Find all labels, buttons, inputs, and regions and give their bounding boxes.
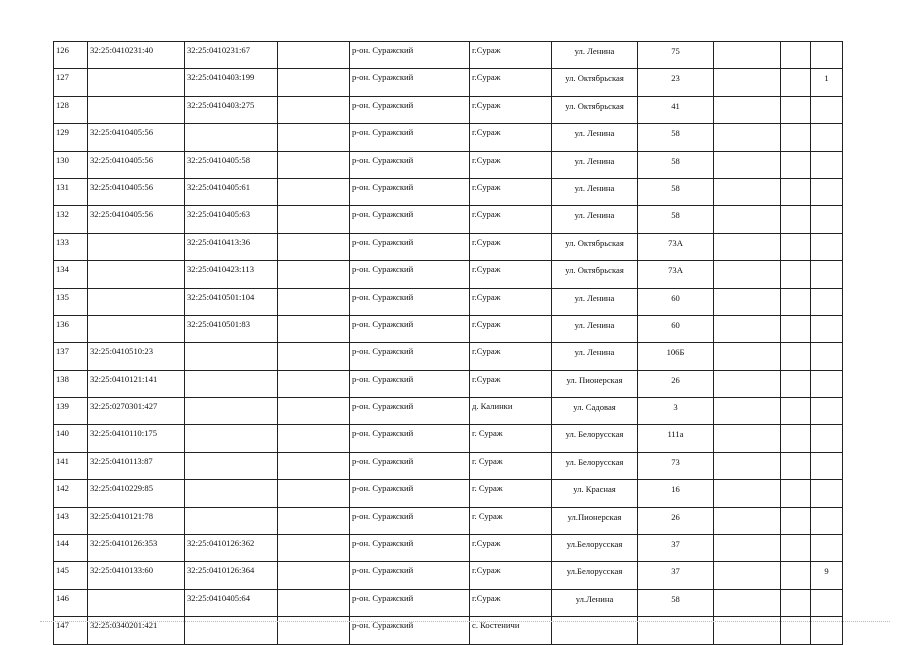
district-cell: р-он. Суражский: [350, 206, 470, 233]
locality-cell: г.Сураж: [470, 288, 552, 315]
street-cell: ул. Белорусская: [552, 452, 638, 479]
district-cell: р-он. Суражский: [350, 151, 470, 178]
street-cell: ул. Ленина: [552, 343, 638, 370]
row-number: 141: [54, 452, 88, 479]
empty-cell: [278, 562, 350, 589]
cadastral-number-land: 32:25:0410510:23: [88, 343, 185, 370]
empty-cell: [278, 480, 350, 507]
empty-cell: [781, 233, 811, 260]
empty-cell: [278, 42, 350, 69]
count-cell: [811, 315, 843, 342]
house-number-cell: 60: [638, 315, 714, 342]
row-number: 143: [54, 507, 88, 534]
registry-rows: [54, 42, 843, 645]
district-cell: р-он. Суражский: [350, 178, 470, 205]
cadastral-number-building: 32:25:0410405:61: [185, 178, 278, 205]
row-number: 136: [54, 315, 88, 342]
cadastral-number-building: 32:25:0410501:83: [185, 315, 278, 342]
cadastral-number-land: 32:25:0410229:85: [88, 480, 185, 507]
empty-cell: [714, 343, 781, 370]
table-row: [54, 425, 843, 452]
house-number-cell: 41: [638, 96, 714, 123]
empty-cell: [714, 151, 781, 178]
locality-cell: г.Сураж: [470, 69, 552, 96]
empty-cell: [278, 589, 350, 616]
empty-cell: [278, 315, 350, 342]
district-cell: р-он. Суражский: [350, 398, 470, 425]
cadastral-number-land: 32:25:0410405:56: [88, 124, 185, 151]
empty-cell: [714, 206, 781, 233]
count-cell: [811, 480, 843, 507]
house-number-cell: 60: [638, 288, 714, 315]
empty-cell: [781, 206, 811, 233]
row-number: 140: [54, 425, 88, 452]
locality-cell: г.Сураж: [470, 96, 552, 123]
row-number: 135: [54, 288, 88, 315]
cadastral-number-land: 32:25:0410133:60: [88, 562, 185, 589]
street-cell: ул. Ленина: [552, 42, 638, 69]
empty-cell: [781, 124, 811, 151]
district-cell: р-он. Суражский: [350, 452, 470, 479]
cadastral-number-land: [88, 69, 185, 96]
row-number: 146: [54, 589, 88, 616]
empty-cell: [278, 425, 350, 452]
district-cell: р-он. Суражский: [350, 589, 470, 616]
empty-cell: [278, 233, 350, 260]
street-cell: ул. Красная: [552, 480, 638, 507]
locality-cell: г.Сураж: [470, 370, 552, 397]
cadastral-number-building: [185, 452, 278, 479]
district-cell: р-он. Суражский: [350, 535, 470, 562]
empty-cell: [714, 480, 781, 507]
row-number: 127: [54, 69, 88, 96]
count-cell: [811, 96, 843, 123]
row-number: 144: [54, 535, 88, 562]
locality-cell: г. Сураж: [470, 507, 552, 534]
empty-cell: [781, 370, 811, 397]
empty-cell: [714, 507, 781, 534]
house-number-cell: 58: [638, 151, 714, 178]
empty-cell: [278, 370, 350, 397]
house-number-cell: 58: [638, 178, 714, 205]
count-cell: [811, 124, 843, 151]
empty-cell: [714, 589, 781, 616]
locality-cell: г.Сураж: [470, 178, 552, 205]
table-row: [54, 398, 843, 425]
count-cell: [811, 42, 843, 69]
locality-cell: г.Сураж: [470, 42, 552, 69]
street-cell: ул. Садовая: [552, 398, 638, 425]
table-row: [54, 69, 843, 96]
street-cell: ул.Белорусская: [552, 535, 638, 562]
table-row: [54, 96, 843, 123]
cadastral-number-land: 32:25:0340201:421: [88, 617, 185, 644]
empty-cell: [714, 96, 781, 123]
table-row: [54, 261, 843, 288]
cadastral-number-building: 32:25:0410413:36: [185, 233, 278, 260]
document-sheet: [53, 41, 843, 645]
table-row: [54, 151, 843, 178]
row-number: 131: [54, 178, 88, 205]
locality-cell: г.Сураж: [470, 261, 552, 288]
locality-cell: г.Сураж: [470, 151, 552, 178]
district-cell: р-он. Суражский: [350, 562, 470, 589]
cadastral-number-building: [185, 124, 278, 151]
count-cell: [811, 343, 843, 370]
street-cell: ул. Октябрьская: [552, 233, 638, 260]
count-cell: 9: [811, 562, 843, 589]
empty-cell: [714, 233, 781, 260]
empty-cell: [781, 480, 811, 507]
locality-cell: г. Сураж: [470, 452, 552, 479]
empty-cell: [278, 507, 350, 534]
row-number: 134: [54, 261, 88, 288]
empty-cell: [781, 288, 811, 315]
street-cell: ул. Октябрьская: [552, 261, 638, 288]
house-number-cell: 16: [638, 480, 714, 507]
empty-cell: [714, 261, 781, 288]
table-row: [54, 535, 843, 562]
house-number-cell: 37: [638, 535, 714, 562]
house-number-cell: 26: [638, 507, 714, 534]
street-cell: ул. Ленина: [552, 124, 638, 151]
count-cell: [811, 261, 843, 288]
district-cell: р-он. Суражский: [350, 370, 470, 397]
empty-cell: [714, 562, 781, 589]
count-cell: [811, 206, 843, 233]
locality-cell: г.Сураж: [470, 535, 552, 562]
cadastral-number-building: 32:25:0410231:67: [185, 42, 278, 69]
row-number: 130: [54, 151, 88, 178]
street-cell: ул.Белорусская: [552, 562, 638, 589]
street-cell: ул.Ленина: [552, 589, 638, 616]
cadastral-number-land: 32:25:0410405:56: [88, 151, 185, 178]
row-number: 145: [54, 562, 88, 589]
row-number: 132: [54, 206, 88, 233]
empty-cell: [714, 452, 781, 479]
empty-cell: [781, 261, 811, 288]
district-cell: р-он. Суражский: [350, 507, 470, 534]
district-cell: р-он. Суражский: [350, 233, 470, 260]
cadastral-number-land: [88, 288, 185, 315]
table-row: [54, 370, 843, 397]
empty-cell: [714, 69, 781, 96]
empty-cell: [278, 69, 350, 96]
house-number-cell: 58: [638, 589, 714, 616]
street-cell: ул. Ленина: [552, 315, 638, 342]
cadastral-number-land: 32:25:0410110:175: [88, 425, 185, 452]
cadastral-number-land: 32:25:0410405:56: [88, 206, 185, 233]
empty-cell: [278, 535, 350, 562]
count-cell: [811, 507, 843, 534]
locality-cell: г. Сураж: [470, 425, 552, 452]
cadastral-number-land: 32:25:0410405:56: [88, 178, 185, 205]
cadastral-number-land: [88, 233, 185, 260]
cadastral-number-building: 32:25:0410403:275: [185, 96, 278, 123]
empty-cell: [781, 315, 811, 342]
district-cell: р-он. Суражский: [350, 124, 470, 151]
empty-cell: [781, 343, 811, 370]
count-cell: [811, 425, 843, 452]
empty-cell: [278, 452, 350, 479]
table-row: [54, 507, 843, 534]
street-cell: ул. Белорусская: [552, 425, 638, 452]
empty-cell: [278, 288, 350, 315]
table-row: [54, 178, 843, 205]
street-cell: ул.Пионерская: [552, 507, 638, 534]
district-cell: р-он. Суражский: [350, 425, 470, 452]
row-number: 126: [54, 42, 88, 69]
count-cell: [811, 370, 843, 397]
cadastral-number-building: [185, 343, 278, 370]
empty-cell: [781, 96, 811, 123]
empty-cell: [278, 151, 350, 178]
locality-cell: г.Сураж: [470, 343, 552, 370]
house-number-cell: 75: [638, 42, 714, 69]
locality-cell: г.Сураж: [470, 589, 552, 616]
cadastral-number-building: [185, 507, 278, 534]
page-edge-artifact: [40, 621, 890, 624]
street-cell: ул. Октябрьская: [552, 69, 638, 96]
cadastral-number-building: 32:25:0410403:199: [185, 69, 278, 96]
row-number: 128: [54, 96, 88, 123]
district-cell: р-он. Суражский: [350, 69, 470, 96]
cadastral-number-building: 32:25:0410423:113: [185, 261, 278, 288]
table-row: [54, 480, 843, 507]
row-number: 142: [54, 480, 88, 507]
table-row: [54, 315, 843, 342]
house-number-cell: 73: [638, 452, 714, 479]
cadastral-number-land: 32:25:0270301:427: [88, 398, 185, 425]
cadastral-number-land: 32:25:0410121:141: [88, 370, 185, 397]
cadastral-number-land: 32:25:0410121:78: [88, 507, 185, 534]
row-number: 139: [54, 398, 88, 425]
cadastral-number-building: 32:25:0410405:58: [185, 151, 278, 178]
cadastral-number-building: [185, 398, 278, 425]
street-cell: ул. Ленина: [552, 288, 638, 315]
empty-cell: [714, 425, 781, 452]
cadastral-number-land: [88, 315, 185, 342]
empty-cell: [781, 535, 811, 562]
empty-cell: [781, 69, 811, 96]
district-cell: р-он. Суражский: [350, 315, 470, 342]
empty-cell: [714, 315, 781, 342]
district-cell: р-он. Суражский: [350, 343, 470, 370]
district-cell: р-он. Суражский: [350, 42, 470, 69]
empty-cell: [714, 288, 781, 315]
empty-cell: [781, 562, 811, 589]
cadastral-number-land: 32:25:0410126:353: [88, 535, 185, 562]
cadastral-number-land: [88, 261, 185, 288]
empty-cell: [714, 370, 781, 397]
empty-cell: [781, 151, 811, 178]
street-cell: ул. Ленина: [552, 151, 638, 178]
locality-cell: г.Сураж: [470, 124, 552, 151]
cadastral-number-building: 32:25:0410126:364: [185, 562, 278, 589]
empty-cell: [781, 398, 811, 425]
locality-cell: г.Сураж: [470, 206, 552, 233]
house-number-cell: 106Б: [638, 343, 714, 370]
empty-cell: [781, 425, 811, 452]
empty-cell: [781, 589, 811, 616]
row-number: 129: [54, 124, 88, 151]
cadastral-number-building: 32:25:0410126:362: [185, 535, 278, 562]
table-row: [54, 42, 843, 69]
house-number-cell: 3: [638, 398, 714, 425]
locality-cell: с. Костеничи: [470, 617, 552, 644]
table-row: [54, 589, 843, 616]
empty-cell: [714, 42, 781, 69]
table-row: [54, 452, 843, 479]
cadastral-number-land: [88, 589, 185, 616]
cadastral-number-building: [185, 370, 278, 397]
table-row: [54, 343, 843, 370]
district-cell: р-он. Суражский: [350, 480, 470, 507]
cadastral-number-land: 32:25:0410113:87: [88, 452, 185, 479]
cadastral-number-building: 32:25:0410405:63: [185, 206, 278, 233]
count-cell: 1: [811, 69, 843, 96]
house-number-cell: 23: [638, 69, 714, 96]
empty-cell: [278, 178, 350, 205]
locality-cell: г.Сураж: [470, 315, 552, 342]
count-cell: [811, 288, 843, 315]
empty-cell: [714, 535, 781, 562]
locality-cell: г. Сураж: [470, 480, 552, 507]
count-cell: [811, 535, 843, 562]
street-cell: ул. Октябрьская: [552, 96, 638, 123]
district-cell: р-он. Суражский: [350, 96, 470, 123]
count-cell: [811, 589, 843, 616]
count-cell: [811, 233, 843, 260]
street-cell: ул. Ленина: [552, 178, 638, 205]
cadastral-number-building: 32:25:0410405:64: [185, 589, 278, 616]
empty-cell: [278, 96, 350, 123]
row-number: 138: [54, 370, 88, 397]
empty-cell: [278, 124, 350, 151]
empty-cell: [781, 178, 811, 205]
empty-cell: [714, 178, 781, 205]
cadastral-number-land: [88, 96, 185, 123]
table-row: [54, 206, 843, 233]
empty-cell: [714, 124, 781, 151]
locality-cell: г.Сураж: [470, 233, 552, 260]
row-number: 137: [54, 343, 88, 370]
house-number-cell: 26: [638, 370, 714, 397]
registry-table: [53, 41, 843, 645]
empty-cell: [781, 42, 811, 69]
street-cell: ул. Ленина: [552, 206, 638, 233]
count-cell: [811, 151, 843, 178]
empty-cell: [781, 507, 811, 534]
row-number: 133: [54, 233, 88, 260]
cadastral-number-building: [185, 480, 278, 507]
empty-cell: [278, 261, 350, 288]
street-cell: ул. Пионерская: [552, 370, 638, 397]
house-number-cell: 73А: [638, 261, 714, 288]
table-row: [54, 288, 843, 315]
district-cell: р-он. Суражский: [350, 261, 470, 288]
empty-cell: [278, 398, 350, 425]
row-number: 147: [54, 617, 88, 644]
locality-cell: д. Калинки: [470, 398, 552, 425]
locality-cell: г.Сураж: [470, 562, 552, 589]
empty-cell: [714, 398, 781, 425]
house-number-cell: 37: [638, 562, 714, 589]
house-number-cell: 111а: [638, 425, 714, 452]
cadastral-number-building: 32:25:0410501:104: [185, 288, 278, 315]
table-row: [54, 233, 843, 260]
empty-cell: [781, 452, 811, 479]
table-row: [54, 124, 843, 151]
count-cell: [811, 398, 843, 425]
table-row: [54, 562, 843, 589]
house-number-cell: 58: [638, 206, 714, 233]
empty-cell: [278, 343, 350, 370]
cadastral-number-building: [185, 425, 278, 452]
district-cell: р-он. Суражский: [350, 288, 470, 315]
count-cell: [811, 178, 843, 205]
house-number-cell: 58: [638, 124, 714, 151]
count-cell: [811, 452, 843, 479]
cadastral-number-land: 32:25:0410231:40: [88, 42, 185, 69]
empty-cell: [278, 206, 350, 233]
district-cell: р-он. Суражский: [350, 617, 470, 644]
house-number-cell: 73А: [638, 233, 714, 260]
